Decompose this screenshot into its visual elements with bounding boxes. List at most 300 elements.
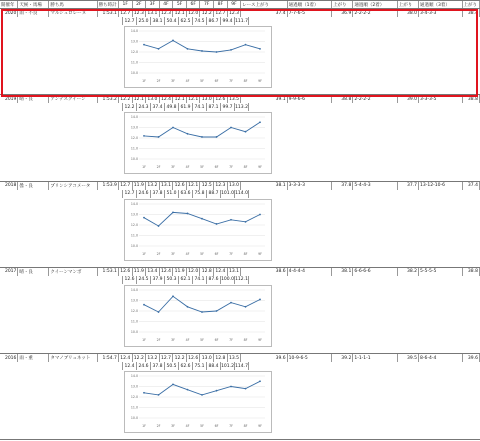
header-cell: 通過順（1着） [288, 1, 332, 8]
lap-cell: 13.2 [146, 354, 160, 362]
lap-cell: 13.0 [146, 95, 160, 103]
cumulative-cell: 12.4 [123, 362, 137, 370]
data-point [216, 51, 218, 53]
lap-cell: 12.6 [119, 268, 133, 276]
last-1-cell: 39.2 [332, 354, 353, 362]
data-point [230, 127, 232, 129]
x-tick-label: 7F [229, 337, 233, 342]
lap-cell: 12.3 [214, 182, 228, 190]
lap-line [0, 95, 480, 103]
pass-order-1-cell: 4-4-4-4 [288, 268, 332, 276]
y-tick-label: 14.0 [130, 115, 138, 120]
y-tick-label: 13.0 [130, 212, 138, 217]
data-point [187, 133, 189, 135]
x-tick-label: 2F [156, 79, 161, 83]
data-point [259, 213, 261, 215]
lap-cell: 12.2 [200, 9, 214, 17]
last-3-cell: 38.8 [463, 95, 480, 103]
lap-cell: 12.6 [187, 354, 201, 362]
header-cell: 1F [119, 1, 133, 8]
x-tick-label: 3F [171, 79, 175, 83]
cumulative-cell: 24.5 [137, 276, 151, 284]
lap-cell: 12.3 [133, 9, 147, 17]
data-point [230, 386, 232, 388]
cumulative-cell: 62.5 [179, 17, 193, 25]
winner-cell: クイーンマンボ [49, 268, 97, 276]
lap-cell: 13.1 [146, 9, 160, 17]
last-1-cell: 36.9 [332, 9, 353, 17]
x-tick-label: 8F [243, 165, 248, 170]
x-tick-label: 5F [200, 79, 204, 83]
pass-order-2-cell: 6-6-6-6 [353, 268, 397, 276]
cumulative-cell: 101.2 [221, 363, 234, 369]
data-point [259, 381, 261, 383]
condition-cell: 雨・不良 [18, 9, 49, 17]
data-point [172, 211, 174, 213]
x-tick-label: 6F [214, 79, 219, 83]
y-tick-label: 13.0 [130, 39, 138, 44]
lap-cell: 13.5 [228, 95, 242, 103]
x-tick-label: 9F [258, 79, 262, 83]
race-last-cell: 39.1 [241, 95, 287, 103]
y-tick-label: 12.0 [130, 50, 138, 55]
lap-chart-svg [125, 200, 271, 260]
cumulative-cell: 12.7 [123, 17, 137, 25]
x-tick-label: 5F [200, 251, 204, 256]
header-cell: 5F [173, 1, 187, 8]
last-3-cell: 38.8 [463, 268, 480, 276]
x-tick-label: 2F [156, 337, 161, 342]
data-point [201, 136, 203, 138]
lap-cell: 13.0 [200, 95, 214, 103]
x-tick-label: 4F [185, 251, 190, 256]
last-2-cell: 39.5 [398, 354, 419, 362]
data-point [158, 48, 160, 50]
time-cell: 1:53.9 [98, 182, 119, 190]
data-point [172, 40, 174, 42]
cumulative-cell: 25.0 [137, 17, 151, 25]
y-tick-label: 14.0 [130, 29, 138, 34]
y-tick-label: 12.0 [130, 222, 138, 227]
data-point [143, 304, 145, 306]
lap-cell: 12.7 [119, 182, 133, 190]
lap-line [0, 268, 480, 276]
cumulative-cell: 24.6 [137, 190, 151, 198]
data-point [187, 389, 189, 391]
x-tick-label: 4F [185, 165, 190, 170]
pass-order-1-cell: 10-9-6-5 [288, 354, 332, 362]
header-cell: 3F [146, 1, 160, 8]
x-tick-label: 8F [243, 424, 248, 429]
x-tick-label: 9F [258, 337, 262, 342]
data-point [245, 44, 247, 46]
pass-order-3-cell: 13-12-10-6 [419, 182, 462, 190]
header-cell: 開催年 [0, 1, 18, 8]
lap-cell: 13.1 [228, 268, 242, 276]
data-point [187, 48, 189, 50]
cumulative-cell: 50.3 [165, 276, 179, 284]
blank-cell [0, 103, 123, 111]
condition-cell: 晴・良 [18, 268, 49, 276]
lap-chart-svg [125, 286, 271, 346]
y-tick-label: 11.0 [130, 319, 138, 324]
year-cell: 2018 [0, 182, 18, 190]
lap-cell: 12.4 [160, 95, 174, 103]
y-tick-label: 14.0 [130, 288, 138, 293]
y-tick-label: 14.0 [130, 374, 138, 379]
data-point [201, 394, 203, 396]
x-tick-label: 2F [156, 165, 161, 170]
data-point [143, 392, 145, 394]
pass-order-3-cell: 8-6-4-4 [419, 354, 462, 362]
cumulative-cell: 37.8 [151, 190, 165, 198]
pass-order-3-cell: 5-5-5-5 [419, 268, 462, 276]
data-point [245, 131, 247, 133]
data-point [201, 311, 203, 313]
year-cell: 2019 [0, 95, 18, 103]
lap-cell: 12.1 [187, 95, 201, 103]
x-tick-label: 7F [229, 251, 233, 256]
x-tick-label: 9F [258, 165, 262, 170]
y-tick-label: 12.0 [130, 309, 138, 314]
y-tick-label: 10.0 [130, 330, 138, 335]
cumulative-line [0, 362, 480, 370]
pass-order-2-cell: 2-2-2-2 [353, 9, 397, 17]
time-cell: 1:53.1 [98, 268, 119, 276]
x-tick-label: 2F [156, 424, 161, 429]
data-point [216, 390, 218, 392]
winner-cell: アンデスクイーン [49, 95, 97, 103]
last-2-cell: 39.0 [398, 95, 419, 103]
lap-line [0, 354, 480, 362]
time-cell: 1:53.2 [98, 95, 119, 103]
header-cell: 9F [228, 1, 242, 8]
data-point [187, 212, 189, 214]
lap-chart-svg [125, 27, 271, 87]
header-row [0, 0, 480, 9]
y-tick-label: 11.0 [130, 146, 138, 151]
cumulative-cell: 87.6 [207, 276, 221, 284]
data-point [259, 48, 261, 50]
y-tick-label: 10.0 [130, 416, 138, 421]
y-tick-label: 13.0 [130, 298, 138, 303]
lap-cell: 12.4 [160, 268, 174, 276]
x-tick-label: 9F [258, 424, 262, 429]
x-tick-label: 4F [185, 337, 190, 342]
cumulative-cell: 62.1 [179, 276, 193, 284]
last-3-cell: 37.4 [463, 182, 480, 190]
x-tick-label: 7F [229, 79, 233, 83]
lap-cell: 12.1 [173, 95, 187, 103]
last-1-cell: 38.8 [332, 95, 353, 103]
time-cell: 1:54.7 [98, 354, 119, 362]
data-point [172, 127, 174, 129]
x-tick-label: 1F [142, 79, 146, 83]
winner-cell: タマノブリュネット [49, 354, 97, 362]
x-tick-label: 3F [171, 251, 175, 256]
header-cell: レース上がり [241, 1, 287, 8]
cumulative-cell: 63.6 [179, 190, 193, 198]
cumulative-cell: 74.1 [193, 103, 207, 111]
lap-cell: 12.2 [173, 354, 187, 362]
cumulative-cell: 24.6 [137, 362, 151, 370]
x-tick-label: 3F [171, 165, 175, 170]
lap-cell: 12.1 [133, 95, 147, 103]
race-row [0, 354, 480, 440]
pass-order-1-cell: 3-3-3-3 [288, 182, 332, 190]
data-point [158, 225, 160, 227]
cumulative-cell: 74.5 [193, 17, 207, 25]
last-2-cell: 38.2 [398, 268, 419, 276]
x-tick-label: 6F [214, 424, 219, 429]
cumulative-cell: 74.1 [193, 276, 207, 284]
header-cell: 6F [187, 1, 201, 8]
data-point [172, 384, 174, 386]
data-point [143, 44, 145, 46]
header-cell: 7F [200, 1, 214, 8]
cumulative-cell: 100.0 [221, 277, 234, 283]
y-tick-label: 13.0 [130, 125, 138, 130]
lap-cell: 12.7 [160, 354, 174, 362]
data-point [216, 310, 218, 312]
x-tick-label: 1F [142, 424, 146, 429]
lap-cell: 12.7 [119, 9, 133, 17]
header-cell: 上がり [332, 1, 353, 8]
cumulative-cell: 49.8 [165, 103, 179, 111]
race-row [0, 95, 480, 181]
race-row [0, 182, 480, 268]
header-cell: 4F [160, 1, 174, 8]
x-tick-label: 6F [214, 165, 219, 170]
x-tick-label: 7F [229, 165, 233, 170]
last-1-cell: 38.1 [332, 268, 353, 276]
blank-cell [0, 362, 123, 370]
lap-cell: 12.1 [187, 182, 201, 190]
data-point [230, 302, 232, 304]
last-1-cell: 37.8 [332, 182, 353, 190]
data-point [259, 122, 261, 124]
cumulative-cell: 37.9 [151, 276, 165, 284]
cumulative-cell: 61.9 [179, 103, 193, 111]
cumulative-cell: 111.7 [235, 18, 248, 24]
pass-order-1-cell: 7-7-6-5 [288, 9, 332, 17]
x-tick-label: 7F [229, 424, 233, 429]
data-point [245, 221, 247, 223]
y-tick-label: 10.0 [130, 157, 138, 162]
cumulative-cell: 87.1 [207, 103, 221, 111]
lap-cell: 12.8 [214, 354, 228, 362]
cumulative-cell: 99.7 [221, 103, 235, 111]
lap-cell: 12.6 [214, 95, 228, 103]
lap-cell: 12.3 [228, 9, 242, 17]
lap-chart-svg [125, 113, 271, 173]
lap-cell: 12.8 [200, 268, 214, 276]
x-tick-label: 2F [156, 251, 161, 256]
race-last-cell: 39.6 [241, 354, 287, 362]
race-row [0, 9, 480, 95]
x-tick-label: 9F [258, 251, 262, 256]
cumulative-line [0, 276, 480, 284]
year-cell: 2016 [0, 354, 18, 362]
condition-cell: 晴・良 [18, 95, 49, 103]
data-point [216, 223, 218, 225]
lap-cell: 13.5 [228, 354, 242, 362]
y-tick-label: 13.0 [130, 384, 138, 389]
x-tick-label: 8F [243, 337, 248, 342]
cumulative-cell: 37.4 [151, 103, 165, 111]
blank-cell [0, 276, 123, 284]
x-tick-label: 1F [142, 251, 146, 256]
cumulative-cell: 12.7 [123, 190, 137, 198]
race-last-cell: 38.1 [241, 182, 287, 190]
x-tick-label: 3F [171, 424, 175, 429]
last-3-cell: 38.4 [463, 9, 480, 17]
lap-cell: 12.0 [187, 268, 201, 276]
header-cell: 2F [133, 1, 147, 8]
x-tick-label: 4F [185, 79, 190, 83]
x-tick-label: 5F [200, 337, 204, 342]
cumulative-cell: 50.4 [165, 17, 179, 25]
pass-order-3-cell: 3-4-3-3 [419, 9, 462, 17]
header-cell: 天候・馬場 [18, 1, 49, 8]
last-2-cell: 38.0 [398, 9, 419, 17]
lap-chart [124, 199, 272, 261]
data-point [158, 311, 160, 313]
x-tick-label: 5F [200, 165, 204, 170]
lap-cell: 13.1 [160, 182, 174, 190]
lap-chart [124, 371, 272, 433]
last-3-cell: 39.6 [463, 354, 480, 362]
lap-cell: 12.2 [133, 354, 147, 362]
last-2-cell: 37.7 [398, 182, 419, 190]
y-tick-label: 11.0 [130, 405, 138, 410]
data-point [230, 218, 232, 220]
cumulative-cell: 75.1 [193, 362, 207, 370]
pass-order-2-cell: 5-4-4-3 [353, 182, 397, 190]
header-cell: 勝ち時計 [98, 1, 119, 8]
data-point [187, 306, 189, 308]
cumulative-cell: 38.1 [151, 17, 165, 25]
pass-order-1-cell: 9-9-6-6 [288, 95, 332, 103]
lap-cell: 12.5 [200, 182, 214, 190]
race-last-cell: 37.4 [241, 9, 287, 17]
series-line [144, 381, 260, 395]
cumulative-cell: 12.2 [123, 103, 137, 111]
cumulative-cell: 51.0 [165, 190, 179, 198]
cumulative-cell: 12.6 [123, 276, 137, 284]
y-tick-label: 10.0 [130, 71, 138, 76]
pass-order-2-cell: 2-2-2-2 [353, 95, 397, 103]
lap-cell: 11.9 [173, 268, 187, 276]
blank-cell [0, 190, 123, 198]
race-row [0, 268, 480, 354]
cumulative-cell: 24.3 [137, 103, 151, 111]
lap-chart [124, 285, 272, 347]
cumulative-line [0, 190, 480, 198]
data-point [143, 135, 145, 137]
pass-order-2-cell: 1-1-1-1 [353, 354, 397, 362]
x-tick-label: 6F [214, 251, 219, 256]
lap-chart [124, 26, 272, 88]
y-tick-label: 14.0 [130, 201, 138, 206]
time-cell: 1:53.1 [98, 9, 119, 17]
data-point [216, 136, 218, 138]
cumulative-cell: 50.5 [165, 362, 179, 370]
y-tick-label: 12.0 [130, 136, 138, 141]
header-cell: 上がり [463, 1, 480, 8]
cumulative-cell: 114.7 [235, 363, 248, 369]
lap-line [0, 9, 480, 17]
data-point [172, 295, 174, 297]
cumulative-cell: 62.6 [179, 362, 193, 370]
year-cell: 2017 [0, 268, 18, 276]
y-tick-label: 12.0 [130, 395, 138, 400]
header-cell: 通過順（3着） [419, 1, 462, 8]
lap-line [0, 182, 480, 190]
cumulative-cell: 112.1 [235, 277, 248, 283]
lap-cell: 12.6 [173, 182, 187, 190]
cumulative-cell: 114.0 [235, 191, 248, 197]
lap-chart-svg [125, 372, 271, 432]
x-tick-label: 5F [200, 424, 204, 429]
lap-cell: 13.0 [200, 354, 214, 362]
x-tick-label: 6F [214, 337, 219, 342]
lap-cell: 12.0 [187, 9, 201, 17]
data-point [158, 136, 160, 138]
condition-cell: 曇・良 [18, 182, 49, 190]
x-tick-label: 8F [243, 251, 248, 256]
cumulative-cell: 88.7 [207, 190, 221, 198]
y-tick-label: 11.0 [130, 233, 138, 238]
data-point [143, 216, 145, 218]
pass-order-3-cell: 3-3-3-5 [419, 95, 462, 103]
lap-chart [124, 112, 272, 174]
data-point [201, 50, 203, 52]
lap-cell: 13.2 [146, 182, 160, 190]
data-point [230, 49, 232, 51]
data-point [245, 306, 247, 308]
cumulative-cell: 88.4 [207, 362, 221, 370]
data-point [158, 394, 160, 396]
blank-cell [0, 17, 123, 25]
x-tick-label: 8F [243, 79, 248, 83]
x-tick-label: 3F [171, 337, 175, 342]
lap-cell: 11.9 [133, 182, 147, 190]
header-cell: 勝ち馬 [49, 1, 97, 8]
cumulative-line [0, 103, 480, 111]
cumulative-cell: 113.2 [235, 104, 248, 110]
condition-cell: 雨・重 [18, 354, 49, 362]
data-point [259, 298, 261, 300]
data-point [245, 388, 247, 390]
cumulative-cell: 37.8 [151, 362, 165, 370]
header-cell: 上がり [398, 1, 419, 8]
year-cell: 2020 [0, 9, 18, 17]
y-tick-label: 10.0 [130, 243, 138, 248]
lap-cell: 11.9 [133, 268, 147, 276]
lap-cell: 12.2 [119, 95, 133, 103]
lap-cell: 13.4 [146, 268, 160, 276]
data-point [201, 217, 203, 219]
x-tick-label: 1F [142, 337, 146, 342]
cumulative-cell: 99.4 [221, 17, 235, 25]
series-line [144, 123, 260, 138]
winner-cell: マルシュロレーヌ [49, 9, 97, 17]
cumulative-cell: 101.0 [221, 191, 234, 197]
cumulative-line [0, 17, 480, 25]
x-tick-label: 4F [185, 424, 190, 429]
lap-cell: 13.0 [228, 182, 242, 190]
